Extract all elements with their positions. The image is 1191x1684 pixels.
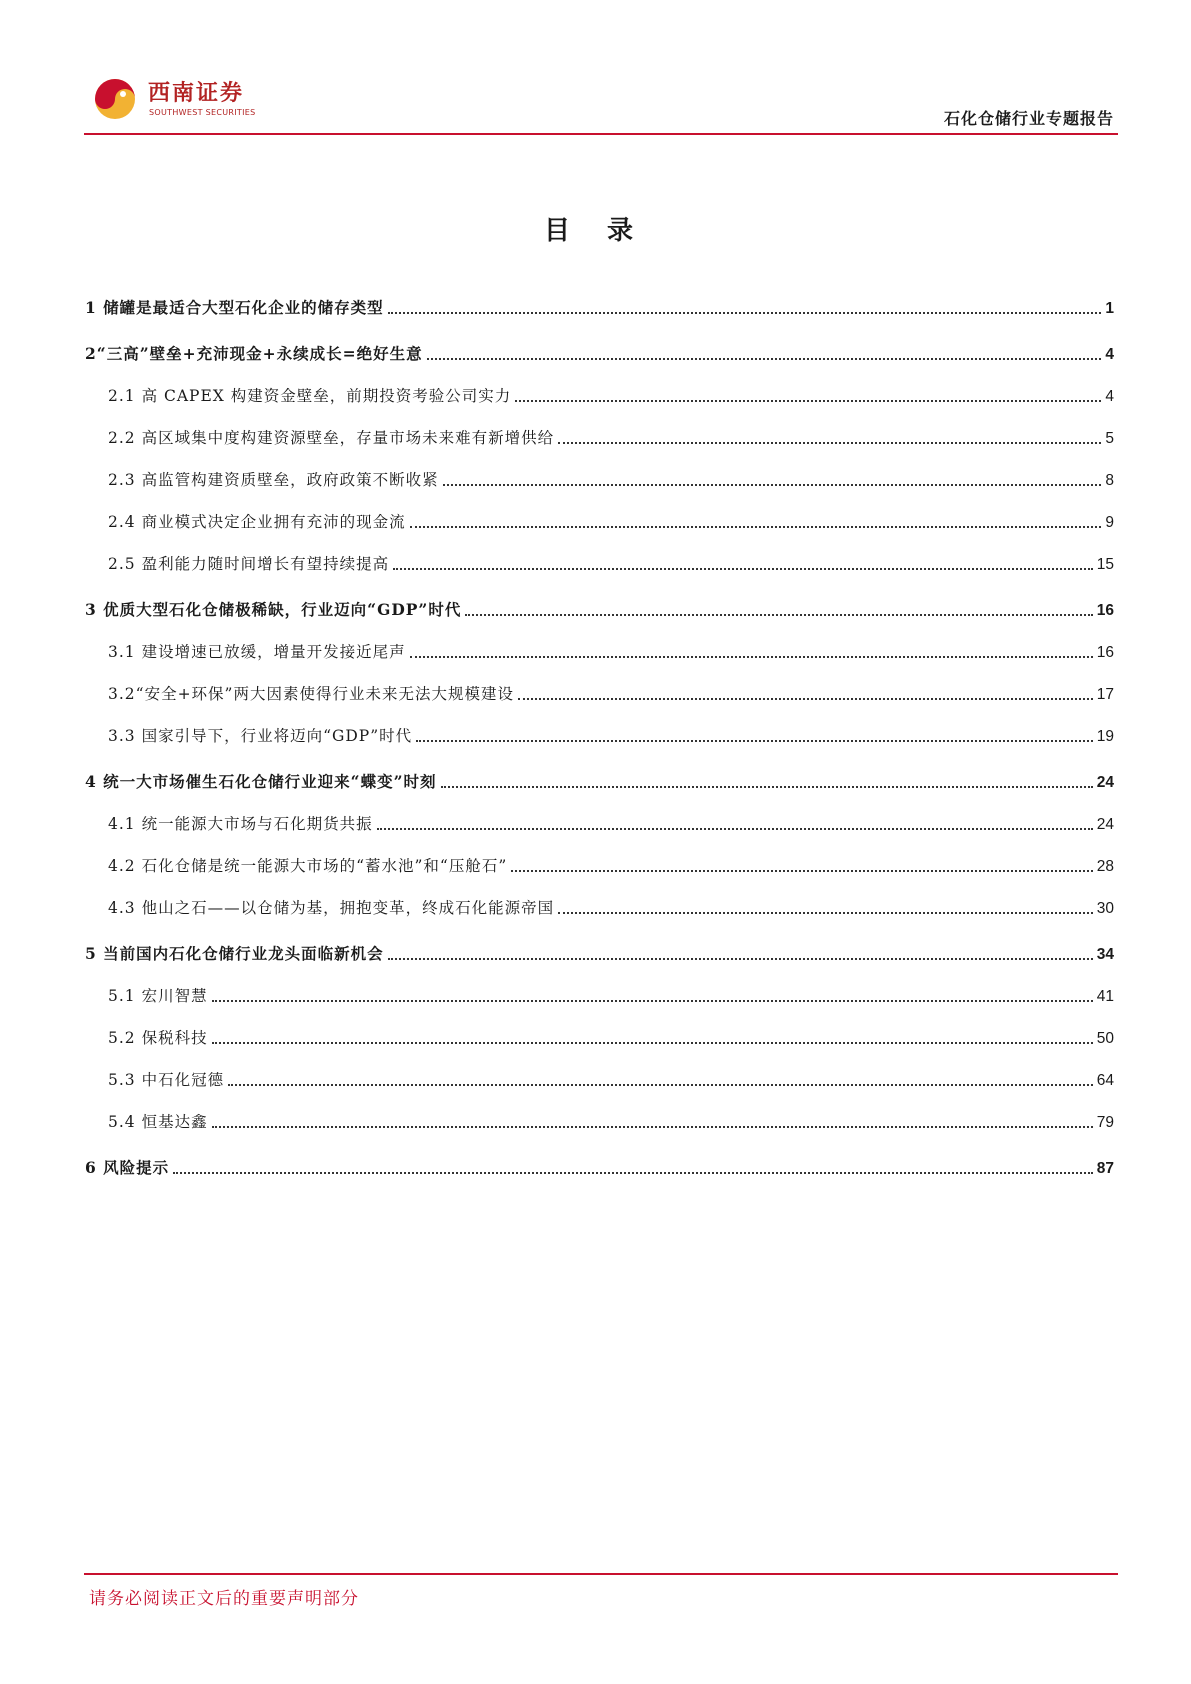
- logo-cn-text: 西南证券: [148, 80, 245, 106]
- toc-entry-subsection[interactable]: [85, 708, 1114, 750]
- toc-leader-dots: [410, 526, 1102, 528]
- toc-entry-label: 6 风险提示: [85, 1158, 170, 1177]
- toc-entry-page: 79: [1096, 1114, 1114, 1131]
- toc-entry-subsection[interactable]: [85, 1094, 1114, 1136]
- toc-entry-subsection[interactable]: [85, 1052, 1114, 1094]
- toc-entry-label: 2“三高”壁垒+充沛现金+永续成长=绝好生意: [85, 344, 423, 363]
- toc-entry-label: 2.4 商业模式决定企业拥有充沛的现金流: [108, 513, 406, 531]
- toc-leader-dots: [212, 1000, 1093, 1002]
- toc-entry-page: 24: [1096, 774, 1114, 791]
- toc-leader-dots: [558, 442, 1101, 444]
- toc-entry-subsection[interactable]: [85, 624, 1114, 666]
- toc-entry-page: 15: [1096, 556, 1114, 573]
- table-of-contents: [85, 276, 1114, 1182]
- footer-divider: [84, 1573, 1118, 1575]
- toc-entry-page: 17: [1096, 686, 1114, 703]
- toc-leader-dots: [443, 484, 1102, 486]
- toc-entry-label: 5 当前国内石化仓储行业龙头面临新机会: [85, 944, 384, 963]
- toc-entry-subsection[interactable]: [85, 452, 1114, 494]
- toc-entry-label: 2.2 高区域集中度构建资源壁垒，存量市场未来难有新增供给: [108, 429, 555, 447]
- toc-entry-page: 16: [1096, 644, 1114, 661]
- toc-entry-page: 4: [1105, 346, 1114, 363]
- toc-entry-page: 19: [1096, 728, 1114, 745]
- toc-leader-dots: [393, 568, 1093, 570]
- company-logo: [92, 74, 282, 124]
- toc-entry-page: 5: [1105, 430, 1114, 447]
- toc-entry-subsection[interactable]: [85, 368, 1114, 410]
- toc-entry-label: 3.1 建设增速已放缓，增量开发接近尾声: [108, 643, 406, 661]
- toc-title: 目 录: [543, 216, 648, 246]
- toc-entry-section[interactable]: [85, 322, 1114, 368]
- toc-leader-dots: [416, 740, 1093, 742]
- toc-leader-dots: [388, 312, 1102, 314]
- footer-disclaimer: 请务必阅读正文后的重要声明部分: [89, 1589, 359, 1609]
- toc-entry-label: 4.1 统一能源大市场与石化期货共振: [108, 815, 373, 833]
- toc-entry-label: 4.2 石化仓储是统一能源大市场的“蓄水池”和“压舱石”: [108, 857, 508, 875]
- toc-leader-dots: [511, 870, 1092, 872]
- toc-entry-page: 4: [1105, 388, 1114, 405]
- toc-entry-subsection[interactable]: [85, 410, 1114, 452]
- toc-entry-label: 1 储罐是最适合大型石化企业的储存类型: [85, 298, 384, 317]
- toc-leader-dots: [410, 656, 1093, 658]
- toc-entry-label: 5.2 保税科技: [108, 1029, 208, 1047]
- toc-entry-label: 4.3 他山之石——以仓储为基，拥抱变革，终成石化能源帝国: [108, 899, 555, 917]
- report-title: 石化仓储行业专题报告: [943, 109, 1114, 128]
- toc-entry-label: 3.3 国家引导下，行业将迈向“GDP”时代: [108, 727, 413, 745]
- page-header: [84, 70, 1118, 134]
- toc-entry-subsection[interactable]: [85, 968, 1114, 1010]
- toc-entry-label: 5.3 中石化冠德: [108, 1071, 225, 1089]
- toc-leader-dots: [441, 786, 1093, 788]
- toc-entry-label: 2.5 盈利能力随时间增长有望持续提高: [108, 555, 390, 573]
- toc-entry-page: 30: [1096, 900, 1114, 917]
- toc-entry-label: 2.3 高监管构建资质壁垒，政府政策不断收紧: [108, 471, 439, 489]
- toc-leader-dots: [427, 358, 1102, 360]
- toc-entry-label: 5.4 恒基达鑫: [108, 1113, 208, 1131]
- toc-leader-dots: [173, 1172, 1093, 1174]
- toc-leader-dots: [212, 1126, 1093, 1128]
- toc-entry-subsection[interactable]: [85, 838, 1114, 880]
- toc-entry-section[interactable]: [85, 750, 1114, 796]
- toc-entry-page: 8: [1105, 472, 1114, 489]
- toc-entry-subsection[interactable]: [85, 494, 1114, 536]
- toc-entry-page: 50: [1096, 1030, 1114, 1047]
- toc-entry-subsection[interactable]: [85, 880, 1114, 922]
- toc-entry-page: 24: [1096, 816, 1114, 833]
- toc-entry-subsection[interactable]: [85, 536, 1114, 578]
- toc-entry-label: 3.2“安全+环保”两大因素使得行业未来无法大规模建设: [108, 685, 514, 703]
- toc-entry-subsection[interactable]: [85, 666, 1114, 708]
- toc-entry-page: 87: [1096, 1160, 1114, 1177]
- toc-entry-page: 34: [1096, 946, 1114, 963]
- toc-entry-page: 16: [1096, 602, 1114, 619]
- toc-leader-dots: [518, 698, 1093, 700]
- toc-entry-label: 3 优质大型石化仓储极稀缺，行业迈向“GDP”时代: [85, 600, 462, 619]
- toc-entry-subsection[interactable]: [85, 796, 1114, 838]
- toc-entry-section[interactable]: [85, 922, 1114, 968]
- toc-leader-dots: [388, 958, 1093, 960]
- toc-leader-dots: [228, 1084, 1093, 1086]
- toc-entry-section[interactable]: [85, 578, 1114, 624]
- toc-entry-page: 9: [1105, 514, 1114, 531]
- toc-leader-dots: [465, 614, 1092, 616]
- toc-entry-label: 5.1 宏川智慧: [108, 987, 208, 1005]
- logo-emblem-icon: [92, 74, 144, 124]
- toc-entry-page: 64: [1096, 1072, 1114, 1089]
- toc-entry-label: 4 统一大市场催生石化仓储行业迎来“蝶变”时刻: [85, 772, 437, 791]
- header-divider: [84, 133, 1118, 135]
- toc-entry-subsection[interactable]: [85, 1010, 1114, 1052]
- toc-entry-page: 28: [1096, 858, 1114, 875]
- toc-leader-dots: [558, 912, 1093, 914]
- logo-en-text: SOUTHWEST SECURITIES: [149, 108, 256, 117]
- toc-leader-dots: [377, 828, 1093, 830]
- toc-entry-label: 2.1 高 CAPEX 构建资金壁垒，前期投资考验公司实力: [108, 387, 512, 405]
- toc-entry-page: 41: [1096, 988, 1114, 1005]
- toc-entry-page: 1: [1105, 300, 1114, 317]
- toc-entry-section[interactable]: [85, 276, 1114, 322]
- toc-leader-dots: [515, 400, 1101, 402]
- toc-entry-section[interactable]: [85, 1136, 1114, 1182]
- toc-leader-dots: [212, 1042, 1093, 1044]
